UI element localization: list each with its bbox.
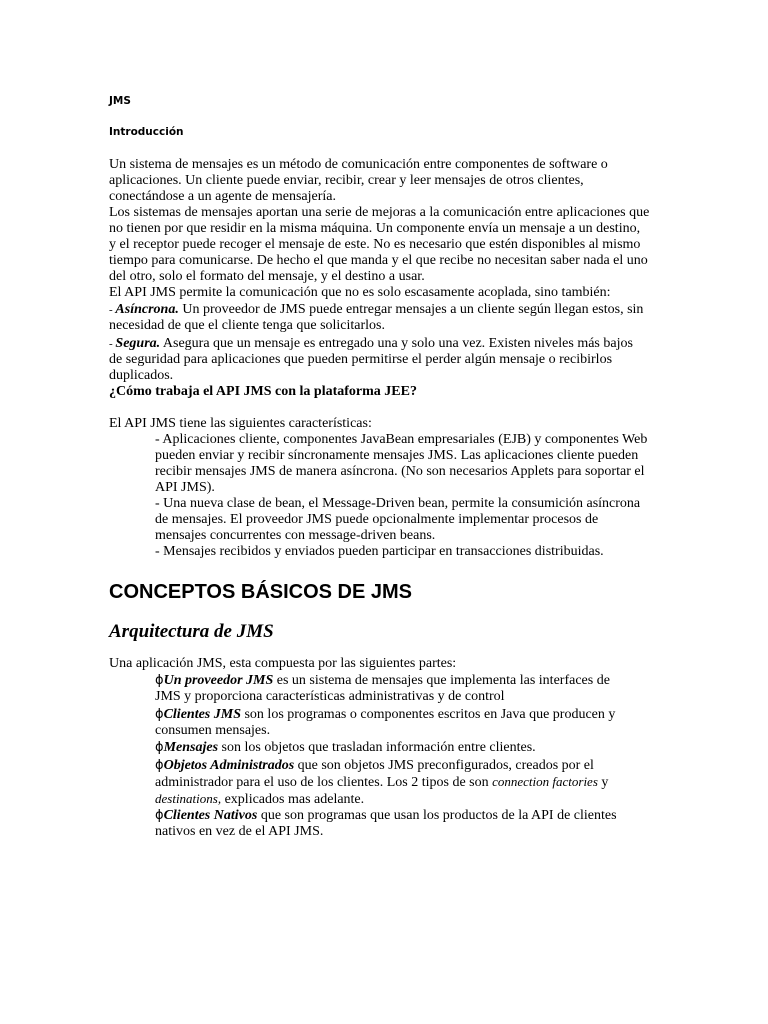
part-text-cont: JMS y proporciona características administrativas y de control (155, 689, 505, 704)
part-label: Objetos Administrados (163, 758, 295, 773)
feature-line: - Mensajes recibidos y enviados pueden participar en transacciones distribuidas. (155, 544, 604, 559)
bullet-icon: ϕ (155, 758, 164, 773)
secure-text-cont: de seguridad para aplicaciones que pueden permitirse el perder algún mensaje o recibirlos (109, 352, 613, 367)
intro-line: tiempo para comunicarse. De hecho el que manda y el que recibe no necesitan saber nada el uno (109, 253, 648, 268)
part-text: que son programas que usan los productos de la API de clientes (257, 808, 617, 823)
part-text: son los objetos que trasladan información entre clientes. (218, 740, 536, 755)
part-emphasis: connection factories (492, 774, 598, 789)
list-item (155, 673, 610, 689)
async-dash: - (109, 304, 116, 316)
list-item (155, 740, 536, 756)
async-text: Un proveedor de JMS puede entregar mensajes a un cliente según llegan estos, sin (178, 302, 644, 317)
part-text: administrador para el uso de los clientes. Los 2 tipos de son (155, 775, 493, 790)
list-item (155, 808, 617, 824)
secure-item (109, 336, 633, 352)
intro-line: no tienen por que residir en la misma máquina. Un componente envía un mensaje a un destino, (109, 221, 641, 236)
list-item (155, 707, 615, 723)
feature-line: de mensajes. El proveedor JMS puede opcionalmente implementar procesos de (155, 512, 599, 527)
bullet-icon: ϕ (155, 707, 164, 722)
part-label: Mensajes (163, 740, 219, 755)
intro-line: El API JMS permite la comunicación que no es solo escasamente acoplada, sino también: (109, 285, 611, 300)
feature-line: recibir mensajes JMS de manera asíncrona. (No son necesarios Applets para soportar el (155, 464, 645, 479)
part-emphasis: destinations, (155, 791, 222, 806)
intro-line: Un sistema de mensajes es un método de comunicación entre componentes de software o (109, 157, 608, 172)
secure-label: Segura. (115, 336, 161, 351)
feature-line: API JMS). (155, 480, 215, 495)
part-label: Clientes Nativos (163, 808, 258, 823)
async-item (109, 302, 643, 318)
part-text-cont (155, 774, 608, 791)
doc-title-small: JMS (109, 95, 131, 107)
async-text-cont: necesidad de que el cliente tenga que solicitarlos. (109, 318, 386, 333)
subsection-heading: Arquitectura de JMS (109, 621, 274, 642)
part-text-cont: nativos en vez de el API JMS. (155, 824, 324, 839)
question-heading: ¿Cómo trabaja el API JMS con la plataforma JEE? (109, 384, 417, 399)
async-label: Asíncrona. (115, 302, 179, 317)
feature-line: - Una nueva clase de bean, el Message-Driven bean, permite la consumición asíncrona (155, 496, 641, 511)
bullet-icon: ϕ (155, 808, 164, 823)
feature-line: mensajes concurrentes con message-driven beans. (155, 528, 436, 543)
feature-line: - Aplicaciones cliente, componentes JavaBean empresariales (EJB) y componentes Web (155, 432, 648, 447)
part-text: y (597, 775, 609, 790)
part-text: es un sistema de mensajes que implementa las interfaces de (273, 673, 610, 688)
list-item (155, 758, 594, 774)
part-text-cont: consumen mensajes. (155, 723, 271, 738)
part-text: que son objetos JMS preconfigurados, creados por el (294, 758, 594, 773)
secure-text-cont: duplicados. (109, 368, 174, 383)
intro-line: del otro, solo el formato del mensaje, y el destino a usar. (109, 269, 425, 284)
part-text: son los programas o componentes escritos en Java que producen y (240, 707, 616, 722)
bullet-icon: ϕ (155, 740, 164, 755)
intro-line: aplicaciones. Un cliente puede enviar, recibir, crear y leer mensajes de otros clientes, (109, 173, 584, 188)
secure-text: Asegura que un mensaje es entregado una y solo una vez. Existen niveles más bajos (160, 336, 633, 351)
part-text-cont (155, 791, 364, 808)
intro-line: conectándose a un agente de mensajería. (109, 189, 337, 204)
part-label: Clientes JMS (163, 707, 241, 722)
secure-dash: - (109, 338, 116, 350)
section-heading: CONCEPTOS BÁSICOS DE JMS (109, 581, 413, 603)
intro-line: Los sistemas de mensajes aportan una serie de mejoras a la comunicación entre aplicaciones que (109, 205, 650, 220)
intro-line: y el receptor puede recoger el mensaje de este. No es necesario que estén disponibles al mismo (109, 237, 641, 252)
features-intro: El API JMS tiene las siguientes características: (109, 416, 372, 431)
intro-heading: Introducción (109, 126, 184, 138)
bullet-icon: ϕ (155, 673, 164, 688)
part-label: Un proveedor JMS (163, 673, 274, 688)
arch-intro: Una aplicación JMS, esta compuesta por las siguientes partes: (109, 656, 457, 671)
part-text: explicados mas adelante. (221, 792, 365, 807)
feature-line: pueden enviar y recibir síncronamente mensajes JMS. Las aplicaciones cliente pueden (155, 448, 639, 463)
